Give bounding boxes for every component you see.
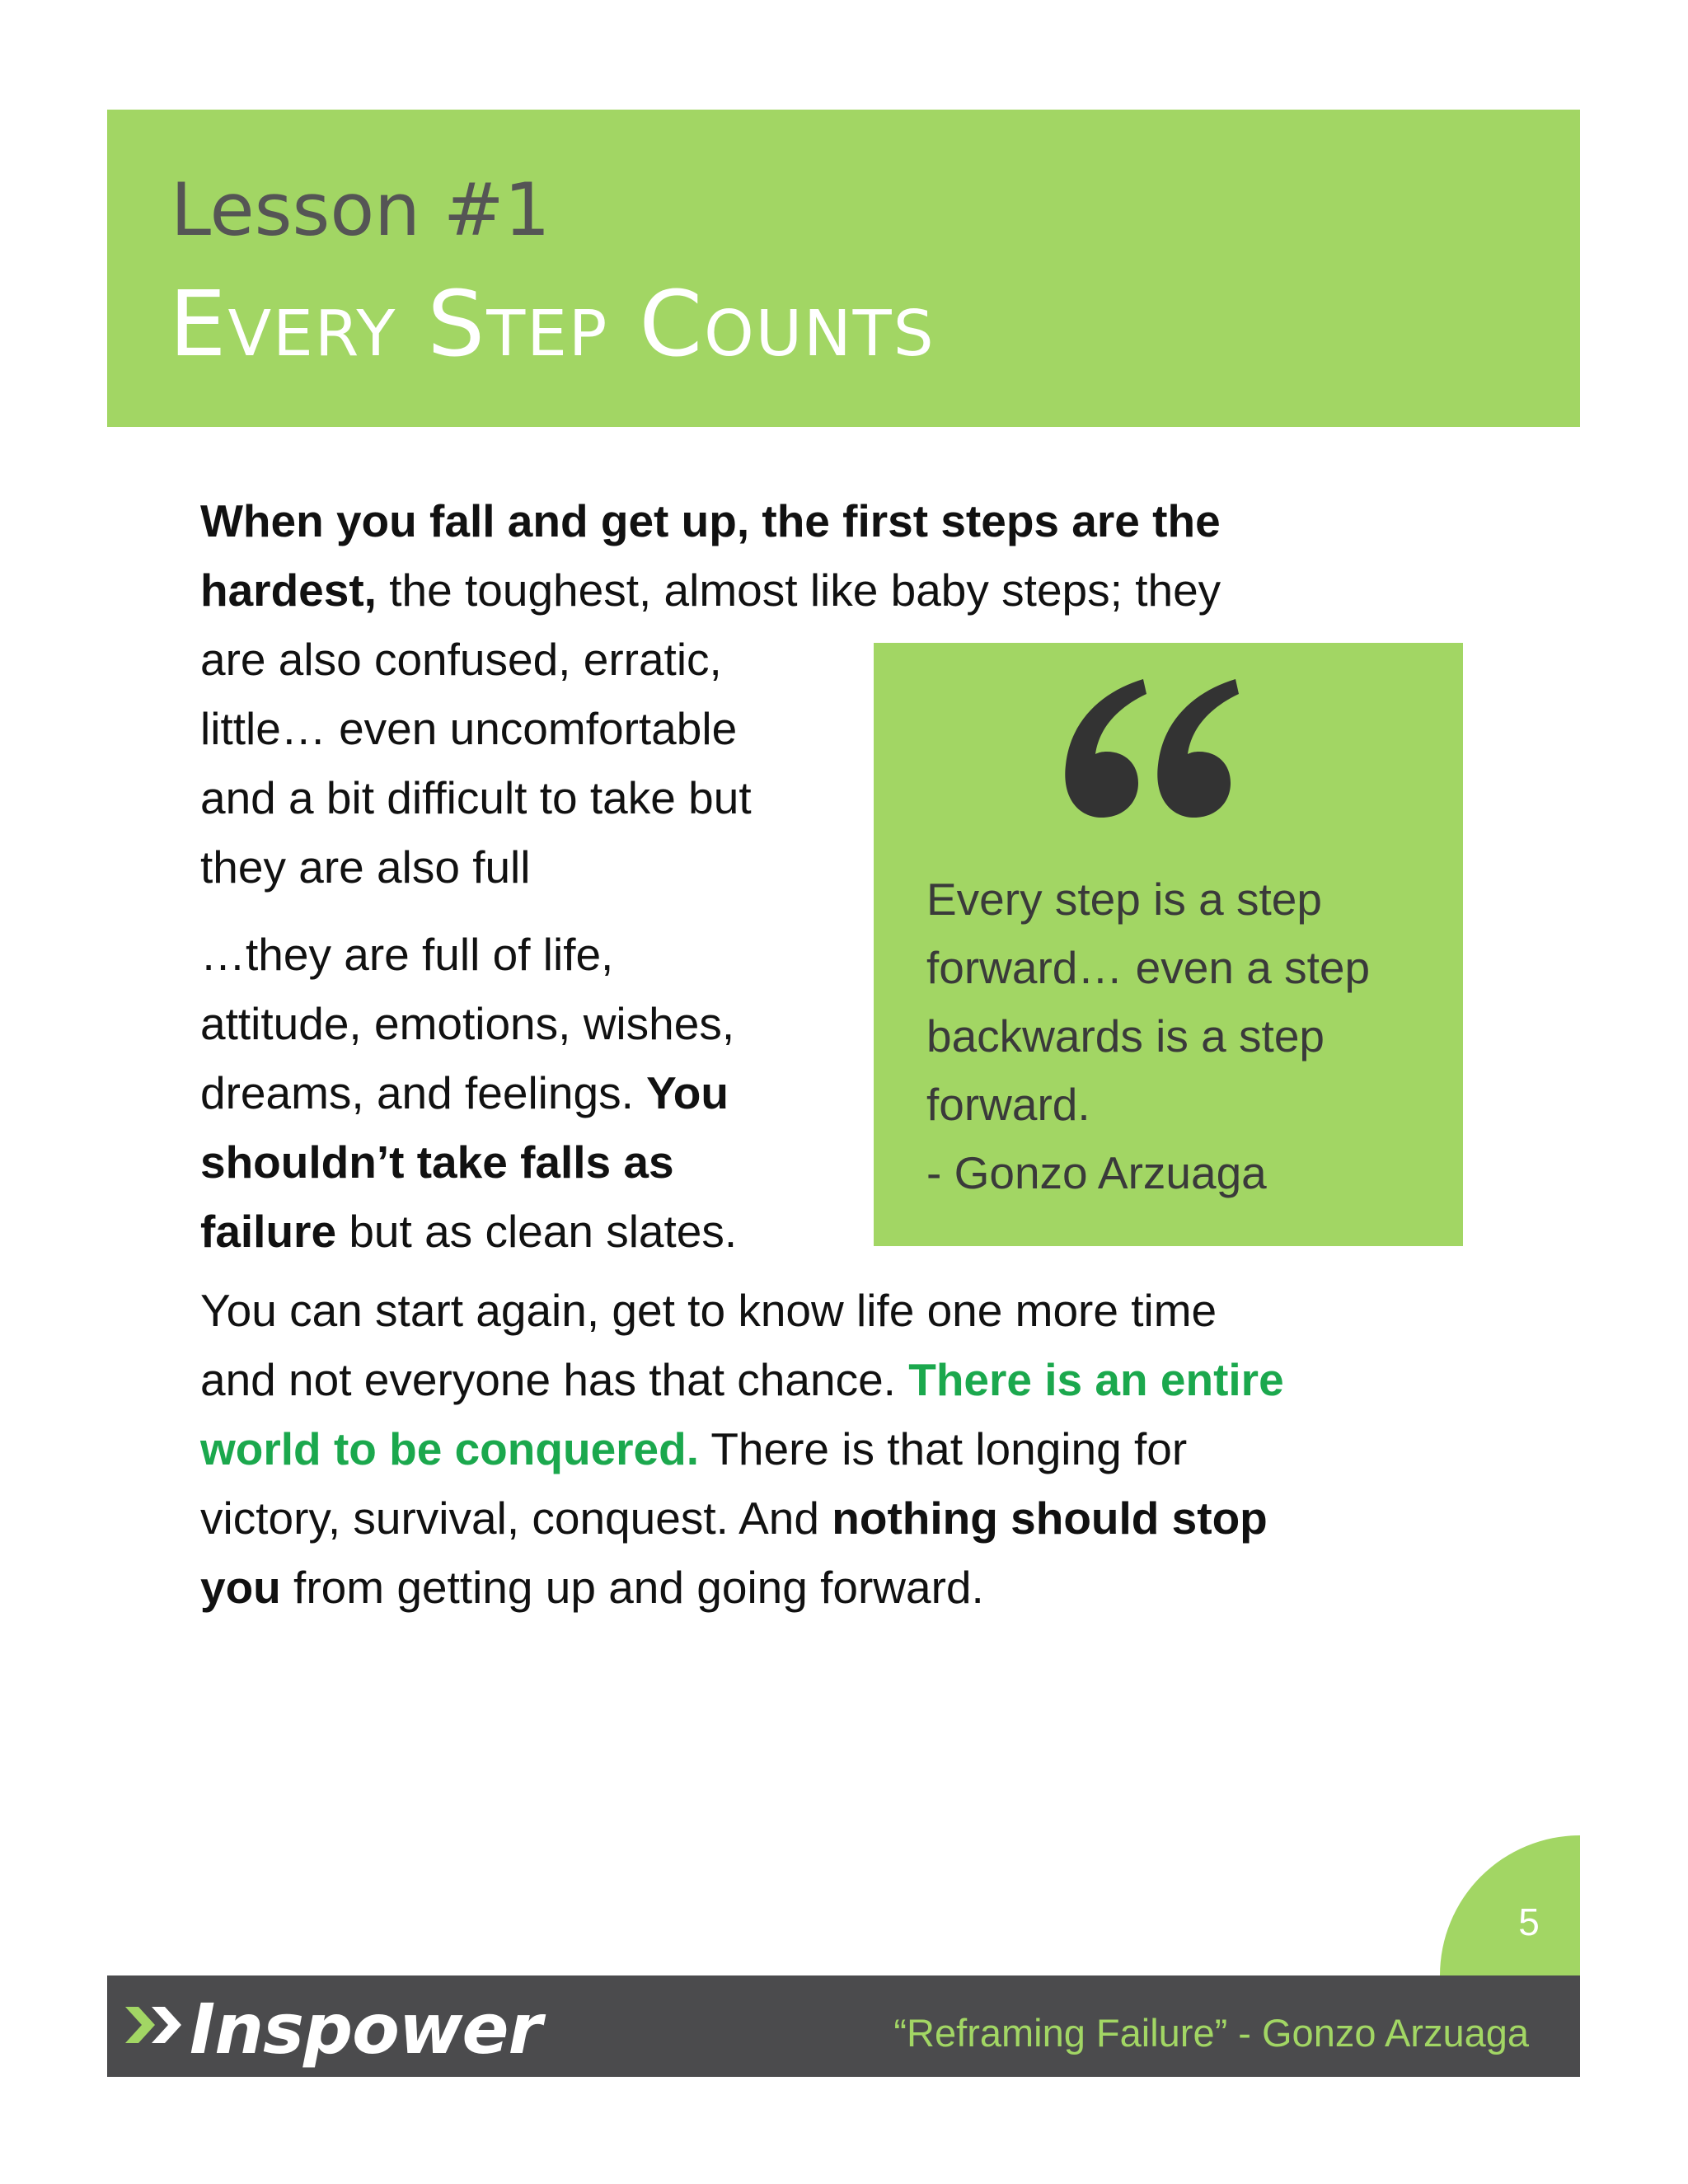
body-text: dreams, and feelings. — [200, 1067, 647, 1118]
body-line: You can start again, get to know life one more time — [200, 1285, 1217, 1336]
body-line — [200, 1345, 1284, 1414]
body-line — [200, 1414, 1187, 1483]
quote-line: forward. — [926, 1079, 1090, 1130]
quote-box — [874, 643, 1463, 1246]
body-line: little… even uncomfortable — [200, 703, 738, 754]
body-bold-text: nothing should stop — [832, 1493, 1268, 1544]
body-line: attitude, emotions, wishes, — [200, 998, 735, 1049]
quote-line: Every step is a step — [926, 874, 1322, 925]
quote-line: forward… even a step — [926, 942, 1371, 993]
body-line — [200, 1483, 1268, 1553]
body-line — [200, 1553, 984, 1622]
highlight-text: world to be conquered. — [200, 1423, 700, 1474]
body-bold-text: you — [200, 1562, 281, 1613]
quote-text — [926, 865, 1370, 1207]
highlight-text: There is an entire — [908, 1354, 1284, 1405]
page-number: 5 — [1518, 1900, 1540, 1943]
body-line: are also confused, erratic, — [200, 634, 722, 685]
body-text: the toughest, almost like baby steps; they — [376, 565, 1221, 616]
quote-mark-icon — [1059, 676, 1240, 824]
lesson-title: Every Step Counts — [169, 271, 935, 377]
body-line: …they are full of life, — [200, 929, 614, 980]
body-text: There is that longing for — [699, 1423, 1188, 1474]
body-line — [200, 1058, 729, 1127]
chevron-logo-icon — [125, 2004, 191, 2046]
body-line — [200, 1197, 737, 1266]
body-text: and not everyone has that chance. — [200, 1354, 909, 1405]
body-line: and a bit difficult to take but — [200, 772, 752, 823]
body-bold-text: shouldn’t take falls as — [200, 1137, 674, 1188]
quote-author: - Gonzo Arzuaga — [926, 1147, 1267, 1198]
footer-bar — [107, 1975, 1580, 2077]
lesson-number: Lesson #1 — [171, 167, 551, 252]
brand-logo: Inspower — [190, 1989, 542, 2069]
body-bold-text: hardest, — [200, 565, 377, 616]
body-line: they are also full — [200, 841, 531, 893]
lesson-header-banner — [107, 110, 1580, 427]
body-text: from getting up and going forward. — [280, 1562, 984, 1613]
body-bold-text: failure — [200, 1206, 337, 1257]
body-bold-text: You — [646, 1067, 729, 1118]
body-text: but as clean slates. — [336, 1206, 738, 1257]
page-number-tab — [1440, 1835, 1580, 1975]
body-line — [200, 555, 1221, 625]
body-line — [200, 1127, 674, 1197]
body-bold-text: When you fall and get up, the first steps are the — [200, 495, 1221, 546]
footer-book-title: “Reframing Failure” - Gonzo Arzuaga — [893, 2011, 1529, 2055]
body-line — [200, 486, 1221, 555]
body-text: victory, survival, conquest. And — [200, 1493, 832, 1544]
quote-line: backwards is a step — [926, 1010, 1325, 1062]
